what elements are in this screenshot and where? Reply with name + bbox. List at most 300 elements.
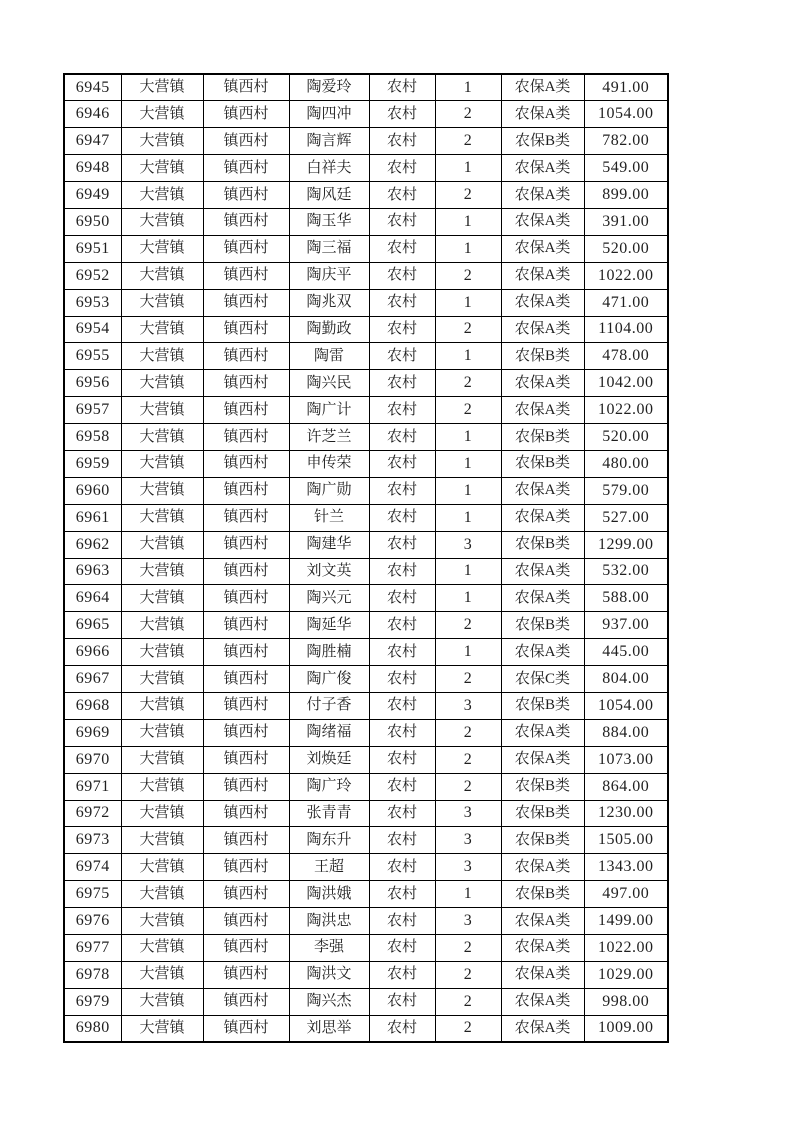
cell-insurance-class: 农保B类 bbox=[501, 450, 584, 477]
cell-category: 农村 bbox=[369, 235, 435, 262]
cell-serial-number: 6945 bbox=[64, 74, 121, 101]
cell-person-count: 3 bbox=[435, 692, 501, 719]
table-row bbox=[64, 450, 668, 477]
cell-person-count: 2 bbox=[435, 988, 501, 1015]
cell-town: 大营镇 bbox=[121, 504, 203, 531]
cell-insurance-class: 农保A类 bbox=[501, 397, 584, 424]
table-row bbox=[64, 424, 668, 451]
cell-town: 大营镇 bbox=[121, 477, 203, 504]
cell-category: 农村 bbox=[369, 692, 435, 719]
cell-serial-number: 6980 bbox=[64, 1015, 121, 1042]
cell-category: 农村 bbox=[369, 666, 435, 693]
cell-person-count: 2 bbox=[435, 1015, 501, 1042]
cell-serial-number: 6977 bbox=[64, 935, 121, 962]
cell-town: 大营镇 bbox=[121, 316, 203, 343]
cell-person-name: 陶洪忠 bbox=[289, 908, 369, 935]
cell-town: 大营镇 bbox=[121, 881, 203, 908]
cell-serial-number: 6971 bbox=[64, 773, 121, 800]
cell-amount: 520.00 bbox=[584, 424, 668, 451]
cell-village: 镇西村 bbox=[203, 692, 289, 719]
cell-person-name: 王超 bbox=[289, 854, 369, 881]
cell-town: 大营镇 bbox=[121, 424, 203, 451]
cell-village: 镇西村 bbox=[203, 908, 289, 935]
cell-insurance-class: 农保C类 bbox=[501, 666, 584, 693]
cell-amount: 937.00 bbox=[584, 612, 668, 639]
cell-town: 大营镇 bbox=[121, 128, 203, 155]
table-row bbox=[64, 182, 668, 209]
cell-category: 农村 bbox=[369, 961, 435, 988]
cell-serial-number: 6956 bbox=[64, 370, 121, 397]
cell-person-count: 1 bbox=[435, 450, 501, 477]
cell-serial-number: 6960 bbox=[64, 477, 121, 504]
cell-insurance-class: 农保A类 bbox=[501, 558, 584, 585]
cell-person-count: 2 bbox=[435, 746, 501, 773]
cell-village: 镇西村 bbox=[203, 666, 289, 693]
cell-serial-number: 6972 bbox=[64, 800, 121, 827]
cell-amount: 1022.00 bbox=[584, 935, 668, 962]
cell-insurance-class: 农保A类 bbox=[501, 155, 584, 182]
cell-insurance-class: 农保A类 bbox=[501, 961, 584, 988]
table-row bbox=[64, 262, 668, 289]
cell-category: 农村 bbox=[369, 746, 435, 773]
cell-village: 镇西村 bbox=[203, 370, 289, 397]
cell-village: 镇西村 bbox=[203, 397, 289, 424]
cell-serial-number: 6976 bbox=[64, 908, 121, 935]
table-row bbox=[64, 585, 668, 612]
cell-town: 大营镇 bbox=[121, 235, 203, 262]
table-row bbox=[64, 961, 668, 988]
cell-serial-number: 6946 bbox=[64, 101, 121, 128]
cell-village: 镇西村 bbox=[203, 773, 289, 800]
cell-amount: 782.00 bbox=[584, 128, 668, 155]
cell-serial-number: 6979 bbox=[64, 988, 121, 1015]
cell-village: 镇西村 bbox=[203, 182, 289, 209]
cell-person-name: 张青青 bbox=[289, 800, 369, 827]
cell-amount: 532.00 bbox=[584, 558, 668, 585]
cell-category: 农村 bbox=[369, 719, 435, 746]
cell-category: 农村 bbox=[369, 155, 435, 182]
cell-insurance-class: 农保B类 bbox=[501, 827, 584, 854]
cell-serial-number: 6969 bbox=[64, 719, 121, 746]
cell-village: 镇西村 bbox=[203, 827, 289, 854]
cell-amount: 1029.00 bbox=[584, 961, 668, 988]
cell-serial-number: 6962 bbox=[64, 531, 121, 558]
cell-person-name: 陶绪福 bbox=[289, 719, 369, 746]
cell-amount: 1022.00 bbox=[584, 262, 668, 289]
cell-insurance-class: 农保A类 bbox=[501, 504, 584, 531]
cell-village: 镇西村 bbox=[203, 558, 289, 585]
cell-person-count: 1 bbox=[435, 74, 501, 101]
cell-person-name: 陶爱玲 bbox=[289, 74, 369, 101]
cell-serial-number: 6950 bbox=[64, 208, 121, 235]
cell-village: 镇西村 bbox=[203, 450, 289, 477]
table-row bbox=[64, 773, 668, 800]
cell-serial-number: 6959 bbox=[64, 450, 121, 477]
cell-person-name: 陶兴元 bbox=[289, 585, 369, 612]
cell-category: 农村 bbox=[369, 612, 435, 639]
cell-person-count: 2 bbox=[435, 262, 501, 289]
cell-town: 大营镇 bbox=[121, 935, 203, 962]
cell-person-count: 3 bbox=[435, 800, 501, 827]
cell-town: 大营镇 bbox=[121, 666, 203, 693]
cell-amount: 1054.00 bbox=[584, 692, 668, 719]
cell-town: 大营镇 bbox=[121, 397, 203, 424]
cell-person-name: 针兰 bbox=[289, 504, 369, 531]
cell-category: 农村 bbox=[369, 343, 435, 370]
cell-insurance-class: 农保A类 bbox=[501, 235, 584, 262]
cell-village: 镇西村 bbox=[203, 719, 289, 746]
table-row bbox=[64, 477, 668, 504]
cell-person-name: 陶玉华 bbox=[289, 208, 369, 235]
cell-amount: 520.00 bbox=[584, 235, 668, 262]
cell-serial-number: 6967 bbox=[64, 666, 121, 693]
cell-person-name: 刘思举 bbox=[289, 1015, 369, 1042]
cell-town: 大营镇 bbox=[121, 531, 203, 558]
cell-category: 农村 bbox=[369, 585, 435, 612]
cell-serial-number: 6964 bbox=[64, 585, 121, 612]
cell-village: 镇西村 bbox=[203, 101, 289, 128]
cell-serial-number: 6949 bbox=[64, 182, 121, 209]
cell-village: 镇西村 bbox=[203, 1015, 289, 1042]
cell-amount: 579.00 bbox=[584, 477, 668, 504]
cell-person-name: 陶风廷 bbox=[289, 182, 369, 209]
cell-insurance-class: 农保A类 bbox=[501, 316, 584, 343]
cell-village: 镇西村 bbox=[203, 800, 289, 827]
cell-person-count: 2 bbox=[435, 182, 501, 209]
cell-insurance-class: 农保A类 bbox=[501, 74, 584, 101]
table-row bbox=[64, 504, 668, 531]
cell-village: 镇西村 bbox=[203, 961, 289, 988]
cell-person-count: 2 bbox=[435, 101, 501, 128]
cell-category: 农村 bbox=[369, 477, 435, 504]
cell-person-name: 陶广俊 bbox=[289, 666, 369, 693]
cell-town: 大营镇 bbox=[121, 692, 203, 719]
cell-serial-number: 6947 bbox=[64, 128, 121, 155]
cell-amount: 998.00 bbox=[584, 988, 668, 1015]
cell-insurance-class: 农保A类 bbox=[501, 208, 584, 235]
cell-village: 镇西村 bbox=[203, 746, 289, 773]
cell-serial-number: 6963 bbox=[64, 558, 121, 585]
cell-person-count: 1 bbox=[435, 155, 501, 182]
cell-category: 农村 bbox=[369, 881, 435, 908]
cell-amount: 1009.00 bbox=[584, 1015, 668, 1042]
cell-village: 镇西村 bbox=[203, 639, 289, 666]
cell-town: 大营镇 bbox=[121, 289, 203, 316]
cell-serial-number: 6968 bbox=[64, 692, 121, 719]
cell-person-count: 3 bbox=[435, 908, 501, 935]
cell-category: 农村 bbox=[369, 74, 435, 101]
table-row bbox=[64, 827, 668, 854]
cell-person-count: 3 bbox=[435, 854, 501, 881]
cell-town: 大营镇 bbox=[121, 558, 203, 585]
cell-person-name: 陶广计 bbox=[289, 397, 369, 424]
table-row bbox=[64, 800, 668, 827]
table-row bbox=[64, 128, 668, 155]
cell-serial-number: 6973 bbox=[64, 827, 121, 854]
cell-serial-number: 6965 bbox=[64, 612, 121, 639]
cell-category: 农村 bbox=[369, 935, 435, 962]
cell-person-name: 陶建华 bbox=[289, 531, 369, 558]
cell-amount: 804.00 bbox=[584, 666, 668, 693]
cell-category: 农村 bbox=[369, 262, 435, 289]
cell-category: 农村 bbox=[369, 289, 435, 316]
cell-village: 镇西村 bbox=[203, 74, 289, 101]
cell-person-name: 陶广玲 bbox=[289, 773, 369, 800]
cell-insurance-class: 农保A类 bbox=[501, 370, 584, 397]
cell-person-count: 2 bbox=[435, 666, 501, 693]
cell-category: 农村 bbox=[369, 908, 435, 935]
cell-person-name: 陶胜楠 bbox=[289, 639, 369, 666]
table-row bbox=[64, 343, 668, 370]
cell-amount: 1499.00 bbox=[584, 908, 668, 935]
cell-serial-number: 6955 bbox=[64, 343, 121, 370]
cell-insurance-class: 农保A类 bbox=[501, 477, 584, 504]
cell-village: 镇西村 bbox=[203, 262, 289, 289]
table-row bbox=[64, 719, 668, 746]
cell-category: 农村 bbox=[369, 531, 435, 558]
cell-town: 大营镇 bbox=[121, 182, 203, 209]
cell-insurance-class: 农保B类 bbox=[501, 692, 584, 719]
cell-person-count: 2 bbox=[435, 961, 501, 988]
cell-town: 大营镇 bbox=[121, 988, 203, 1015]
cell-category: 农村 bbox=[369, 854, 435, 881]
table-row bbox=[64, 639, 668, 666]
table-row bbox=[64, 316, 668, 343]
data-table bbox=[63, 73, 669, 1043]
cell-person-count: 2 bbox=[435, 612, 501, 639]
table-row bbox=[64, 666, 668, 693]
cell-person-count: 1 bbox=[435, 477, 501, 504]
cell-category: 农村 bbox=[369, 1015, 435, 1042]
table-row bbox=[64, 908, 668, 935]
cell-insurance-class: 农保A类 bbox=[501, 639, 584, 666]
cell-category: 农村 bbox=[369, 182, 435, 209]
cell-insurance-class: 农保A类 bbox=[501, 935, 584, 962]
cell-town: 大营镇 bbox=[121, 854, 203, 881]
table-row bbox=[64, 235, 668, 262]
table-row bbox=[64, 101, 668, 128]
cell-person-name: 陶勤政 bbox=[289, 316, 369, 343]
cell-amount: 1343.00 bbox=[584, 854, 668, 881]
cell-person-name: 陶兴杰 bbox=[289, 988, 369, 1015]
cell-insurance-class: 农保B类 bbox=[501, 531, 584, 558]
cell-category: 农村 bbox=[369, 316, 435, 343]
cell-serial-number: 6957 bbox=[64, 397, 121, 424]
cell-insurance-class: 农保B类 bbox=[501, 424, 584, 451]
cell-amount: 1299.00 bbox=[584, 531, 668, 558]
cell-town: 大营镇 bbox=[121, 74, 203, 101]
cell-town: 大营镇 bbox=[121, 746, 203, 773]
cell-village: 镇西村 bbox=[203, 316, 289, 343]
cell-person-count: 1 bbox=[435, 639, 501, 666]
cell-insurance-class: 农保B类 bbox=[501, 612, 584, 639]
cell-person-count: 1 bbox=[435, 424, 501, 451]
cell-category: 农村 bbox=[369, 208, 435, 235]
cell-serial-number: 6954 bbox=[64, 316, 121, 343]
cell-town: 大营镇 bbox=[121, 961, 203, 988]
cell-insurance-class: 农保A类 bbox=[501, 746, 584, 773]
table-row bbox=[64, 558, 668, 585]
cell-insurance-class: 农保B类 bbox=[501, 128, 584, 155]
cell-village: 镇西村 bbox=[203, 343, 289, 370]
cell-amount: 478.00 bbox=[584, 343, 668, 370]
cell-amount: 884.00 bbox=[584, 719, 668, 746]
cell-person-name: 陶东升 bbox=[289, 827, 369, 854]
cell-town: 大营镇 bbox=[121, 908, 203, 935]
cell-insurance-class: 农保B类 bbox=[501, 773, 584, 800]
cell-amount: 391.00 bbox=[584, 208, 668, 235]
cell-person-count: 1 bbox=[435, 881, 501, 908]
cell-person-name: 陶兆双 bbox=[289, 289, 369, 316]
cell-serial-number: 6961 bbox=[64, 504, 121, 531]
cell-category: 农村 bbox=[369, 370, 435, 397]
table-row bbox=[64, 397, 668, 424]
cell-amount: 1505.00 bbox=[584, 827, 668, 854]
cell-town: 大营镇 bbox=[121, 370, 203, 397]
cell-category: 农村 bbox=[369, 504, 435, 531]
table-row bbox=[64, 935, 668, 962]
cell-person-count: 1 bbox=[435, 558, 501, 585]
table-row bbox=[64, 746, 668, 773]
cell-town: 大营镇 bbox=[121, 262, 203, 289]
cell-person-count: 2 bbox=[435, 370, 501, 397]
cell-village: 镇西村 bbox=[203, 424, 289, 451]
cell-serial-number: 6970 bbox=[64, 746, 121, 773]
cell-serial-number: 6978 bbox=[64, 961, 121, 988]
cell-village: 镇西村 bbox=[203, 854, 289, 881]
cell-amount: 549.00 bbox=[584, 155, 668, 182]
cell-amount: 1104.00 bbox=[584, 316, 668, 343]
cell-person-name: 陶四冲 bbox=[289, 101, 369, 128]
cell-village: 镇西村 bbox=[203, 128, 289, 155]
cell-amount: 1073.00 bbox=[584, 746, 668, 773]
cell-insurance-class: 农保B类 bbox=[501, 881, 584, 908]
cell-amount: 497.00 bbox=[584, 881, 668, 908]
cell-town: 大营镇 bbox=[121, 612, 203, 639]
table-row bbox=[64, 612, 668, 639]
table-row bbox=[64, 988, 668, 1015]
cell-town: 大营镇 bbox=[121, 155, 203, 182]
table-row bbox=[64, 370, 668, 397]
cell-serial-number: 6975 bbox=[64, 881, 121, 908]
cell-town: 大营镇 bbox=[121, 450, 203, 477]
cell-village: 镇西村 bbox=[203, 612, 289, 639]
cell-category: 农村 bbox=[369, 773, 435, 800]
cell-amount: 491.00 bbox=[584, 74, 668, 101]
cell-amount: 864.00 bbox=[584, 773, 668, 800]
cell-amount: 588.00 bbox=[584, 585, 668, 612]
cell-amount: 899.00 bbox=[584, 182, 668, 209]
cell-amount: 1042.00 bbox=[584, 370, 668, 397]
cell-person-name: 许芝兰 bbox=[289, 424, 369, 451]
cell-serial-number: 6952 bbox=[64, 262, 121, 289]
table-row bbox=[64, 289, 668, 316]
cell-village: 镇西村 bbox=[203, 531, 289, 558]
table-row bbox=[64, 1015, 668, 1042]
cell-person-name: 刘焕廷 bbox=[289, 746, 369, 773]
cell-serial-number: 6966 bbox=[64, 639, 121, 666]
cell-insurance-class: 农保A类 bbox=[501, 289, 584, 316]
cell-insurance-class: 农保B类 bbox=[501, 800, 584, 827]
cell-insurance-class: 农保A类 bbox=[501, 854, 584, 881]
cell-amount: 527.00 bbox=[584, 504, 668, 531]
cell-village: 镇西村 bbox=[203, 935, 289, 962]
cell-town: 大营镇 bbox=[121, 101, 203, 128]
cell-serial-number: 6953 bbox=[64, 289, 121, 316]
cell-village: 镇西村 bbox=[203, 235, 289, 262]
cell-person-count: 2 bbox=[435, 397, 501, 424]
cell-town: 大营镇 bbox=[121, 827, 203, 854]
cell-village: 镇西村 bbox=[203, 208, 289, 235]
cell-person-name: 陶延华 bbox=[289, 612, 369, 639]
table-row bbox=[64, 74, 668, 101]
cell-category: 农村 bbox=[369, 988, 435, 1015]
cell-serial-number: 6958 bbox=[64, 424, 121, 451]
cell-person-count: 1 bbox=[435, 208, 501, 235]
cell-village: 镇西村 bbox=[203, 289, 289, 316]
cell-serial-number: 6951 bbox=[64, 235, 121, 262]
table-row bbox=[64, 531, 668, 558]
cell-person-name: 陶洪娥 bbox=[289, 881, 369, 908]
cell-town: 大营镇 bbox=[121, 343, 203, 370]
cell-person-name: 陶三福 bbox=[289, 235, 369, 262]
cell-insurance-class: 农保A类 bbox=[501, 988, 584, 1015]
table-row bbox=[64, 881, 668, 908]
cell-amount: 1054.00 bbox=[584, 101, 668, 128]
cell-amount: 471.00 bbox=[584, 289, 668, 316]
cell-person-name: 陶兴民 bbox=[289, 370, 369, 397]
cell-insurance-class: 农保A类 bbox=[501, 101, 584, 128]
cell-insurance-class: 农保A类 bbox=[501, 908, 584, 935]
cell-person-count: 1 bbox=[435, 585, 501, 612]
cell-category: 农村 bbox=[369, 101, 435, 128]
cell-amount: 445.00 bbox=[584, 639, 668, 666]
cell-town: 大营镇 bbox=[121, 719, 203, 746]
cell-town: 大营镇 bbox=[121, 585, 203, 612]
cell-village: 镇西村 bbox=[203, 477, 289, 504]
cell-serial-number: 6974 bbox=[64, 854, 121, 881]
cell-person-count: 2 bbox=[435, 316, 501, 343]
cell-person-name: 白祥夫 bbox=[289, 155, 369, 182]
cell-category: 农村 bbox=[369, 639, 435, 666]
cell-person-count: 2 bbox=[435, 719, 501, 746]
table-row bbox=[64, 854, 668, 881]
cell-person-name: 申传荣 bbox=[289, 450, 369, 477]
cell-category: 农村 bbox=[369, 827, 435, 854]
cell-amount: 1022.00 bbox=[584, 397, 668, 424]
cell-person-count: 2 bbox=[435, 128, 501, 155]
cell-person-count: 1 bbox=[435, 343, 501, 370]
cell-person-count: 3 bbox=[435, 531, 501, 558]
table-body bbox=[64, 74, 668, 1042]
cell-town: 大营镇 bbox=[121, 639, 203, 666]
cell-town: 大营镇 bbox=[121, 800, 203, 827]
cell-person-name: 陶洪文 bbox=[289, 961, 369, 988]
cell-person-name: 陶广勋 bbox=[289, 477, 369, 504]
table-row bbox=[64, 155, 668, 182]
cell-amount: 480.00 bbox=[584, 450, 668, 477]
cell-category: 农村 bbox=[369, 128, 435, 155]
cell-person-name: 李强 bbox=[289, 935, 369, 962]
cell-person-count: 1 bbox=[435, 504, 501, 531]
cell-serial-number: 6948 bbox=[64, 155, 121, 182]
cell-category: 农村 bbox=[369, 397, 435, 424]
cell-person-name: 陶庆平 bbox=[289, 262, 369, 289]
cell-category: 农村 bbox=[369, 800, 435, 827]
cell-town: 大营镇 bbox=[121, 208, 203, 235]
cell-person-count: 1 bbox=[435, 235, 501, 262]
cell-person-name: 付子香 bbox=[289, 692, 369, 719]
